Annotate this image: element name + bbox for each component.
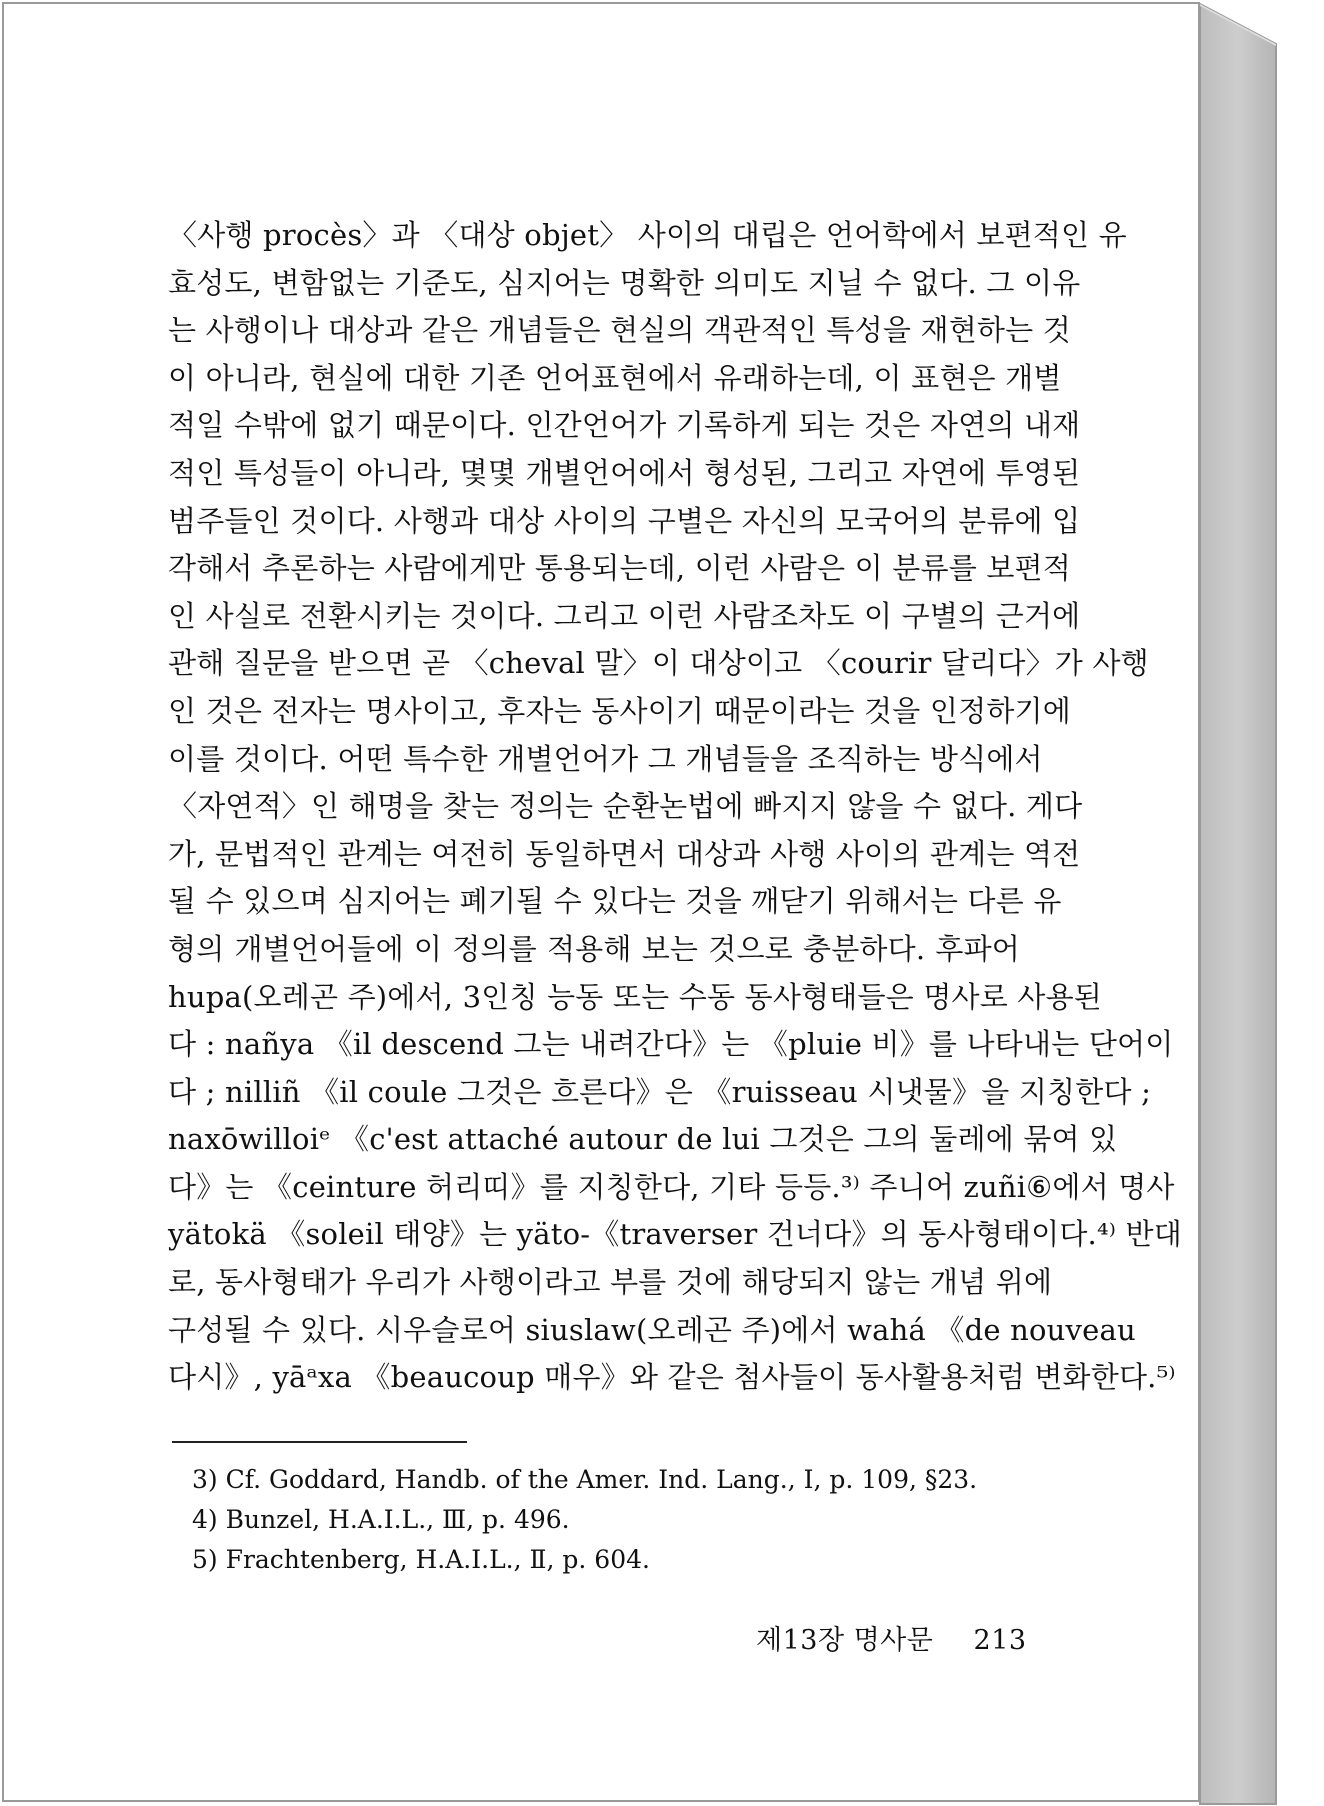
footnote: 3) Cf. Goddard, Handb. of the Amer. Ind. Lang., Ⅰ, p. 109, §23.: [192, 1465, 978, 1494]
text-line: 〈사행 procès〉과 〈대상 objet〉 사이의 대립은 언어학에서 보편적인 유: [168, 218, 1127, 252]
text-line: 다 : nañya 《il descend 그는 내려간다》는 《pluie 비》를 나타내는 단어이: [168, 1027, 1174, 1062]
footnote-divider: [172, 1441, 467, 1443]
running-footer: [756, 1618, 1027, 1657]
footnote: 4) Bunzel, H.A.I.L., Ⅲ, p. 496.: [192, 1505, 570, 1534]
text-line: 〈자연적〉인 해명을 찾는 정의는 순환논법에 빠지지 않을 수 없다. 게다: [168, 789, 1083, 824]
text-line: yätokä 《soleil 태양》는 yäto-《traverser 건너다》의 동사형태이다.⁴⁾ 반대: [168, 1217, 1182, 1252]
text-line: 적인 특성들이 아니라, 몇몇 개별언어에서 형성된, 그리고 자연에 투영된: [168, 455, 1081, 490]
page-number: 213: [973, 1625, 1027, 1656]
text-line: 효성도, 변함없는 기준도, 심지어는 명확한 의미도 지닐 수 없다. 그 이유: [168, 265, 1081, 300]
footnotes: [192, 1460, 1012, 1580]
text-line: 적일 수밖에 없기 때문이다. 인간언어가 기록하게 되는 것은 자연의 내재: [168, 408, 1081, 443]
text-line: 각해서 추론하는 사람에게만 통용되는데, 이런 사람은 이 분류를 보편적: [168, 551, 1071, 586]
text-line: 구성될 수 있다. 시우슬로어 siuslaw(오레곤 주)에서 wahá 《de nouveau: [168, 1312, 1136, 1347]
text-line: 범주들인 것이다. 사행과 대상 사이의 구별은 자신의 모국어의 분류에 입: [168, 503, 1081, 538]
text-line: 는 사행이나 대상과 같은 개념들은 현실의 객관적인 특성을 재현하는 것: [168, 313, 1071, 348]
text-line: 관해 질문을 받으면 곧 〈cheval 말〉이 대상이고 〈courir 달리다〉가 사행: [168, 646, 1149, 681]
text-line: naxōwilloiᵉ 《c'est attaché autour de lui 그것은 그의 둘레에 묶여 있: [168, 1122, 1118, 1157]
text-line: 이를 것이다. 어떤 특수한 개별언어가 그 개념들을 조직하는 방식에서: [168, 741, 1043, 776]
text-line: 다》는 《ceinture 허리띠》를 지칭한다, 기타 등등.³⁾ 주니어 zuñi⑥에서 명사: [168, 1169, 1175, 1204]
text-line: 로, 동사형태가 우리가 사행이라고 부를 것에 해당되지 않는 개념 위에: [168, 1265, 1053, 1300]
body-text: [168, 212, 1182, 1402]
chapter-title: 제13장 명사문: [756, 1625, 934, 1656]
text-line: 인 것은 전자는 명사이고, 후자는 동사이기 때문이라는 것을 인정하기에: [168, 693, 1071, 728]
text-line: 다 ; nilliñ 《il coule 그것은 흐른다》은 《ruisseau 시냇물》을 지칭한다 ;: [168, 1074, 1152, 1109]
text-line: 될 수 있으며 심지어는 폐기될 수 있다는 것을 깨닫기 위해서는 다른 유: [168, 884, 1062, 919]
text-line: 이 아니라, 현실에 대한 기존 언어표현에서 유래하는데, 이 표현은 개별: [168, 360, 1062, 395]
footnote: 5) Frachtenberg, H.A.I.L., Ⅱ, p. 604.: [192, 1545, 650, 1574]
text-line: 형의 개별언어들에 이 정의를 적용해 보는 것으로 충분하다. 후파어: [168, 931, 1020, 966]
text-line: 인 사실로 전환시키는 것이다. 그리고 이런 사람조차도 이 구별의 근거에: [168, 598, 1081, 633]
text-line: 가, 문법적인 관계는 여전히 동일하면서 대상과 사행 사이의 관계는 역전: [168, 836, 1081, 871]
text-line: hupa(오레곤 주)에서, 3인칭 능동 또는 수동 동사형태들은 명사로 사용된: [168, 979, 1103, 1014]
text-line: 다시》, yāᵃxa 《beaucoup 매우》와 같은 첨사들이 동사활용처럼 변화한다.⁵⁾: [168, 1360, 1176, 1395]
spine-face: [1200, 4, 1276, 1804]
